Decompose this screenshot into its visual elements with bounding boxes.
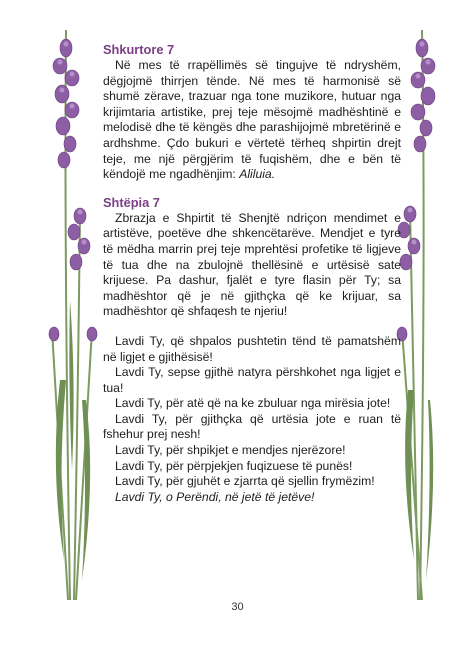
praise-line: Lavdi Ty, për atë që na ke zbuluar nga mirësia jote!: [115, 396, 391, 411]
page-number: 30: [231, 601, 244, 613]
section-heading-shtepia: Shtëpia 7: [103, 194, 160, 210]
praise-line: Lavdi Ty, sepse gjithë natyra përshkohet nga ligjet e tua!: [103, 365, 401, 395]
praise-line: Lavdi Ty, për shpikjet e mendjes njerëzore!: [115, 443, 346, 458]
praise-line: Lavdi Ty, që shpalos pushtetin tënd të pamatshëm në ligjet e gjithësisë!: [103, 333, 401, 364]
section-body-shtepia: Zbrazja e Shpirtit të Shenjtë ndriçon mendimet e artistëve, poetëve dhe shkencëtarëve. Mendjet e tyre të mëdha marrin prej teje mprehtësi profetike të ligjeve të tua dhe na zbulojnë thellësinë e urtësisë sate krijuese. Pa dashur, fjalët e tyre flasin për Ty; sa madhështor që je në gjithçka që ke krijuar, sa madhështor që shfaqesh te njeriu!: [103, 210, 401, 319]
section-body-shkurtore: [103, 58, 401, 183]
section-closing: Aliluia.: [239, 167, 276, 182]
section-body-text: Në mes të rrapëllimës së tingujve të ndryshëm, dëgjojmë thirrjen tënde. Në mes të harmonisë së shumë zërave, trazuar nga tone muzikore, hutuar nga krijimtaria artistike, prej teje mësojmë madhështinë e melodisë dhe të këngës dhe parashijojmë mbretërinë e ardhshme. Çdo bukuri e vërtetë tërheq shpirtin drejt teje, me një përgjërim të fuqishëm, dhe e bën të këndojë me ngadhënjim:: [103, 58, 401, 182]
text-column: [103, 42, 401, 505]
praise-line: Lavdi Ty, për gjithçka që urtësia jote e ruan të fshehur prej nesh!: [103, 411, 401, 442]
praise-line-final: Lavdi Ty, o Perëndi, në jetë të jetëve!: [115, 489, 315, 504]
praise-line: Lavdi Ty, për gjuhët e zjarrta që sjellin frymëzim!: [115, 474, 375, 489]
lavender-left-icon: [30, 0, 110, 610]
praise-line: Lavdi Ty, për përpjekjen fuqizuese të punës!: [115, 458, 353, 473]
section-heading-shkurtore: Shkurtore 7: [103, 42, 175, 57]
praise-list: [103, 334, 401, 506]
